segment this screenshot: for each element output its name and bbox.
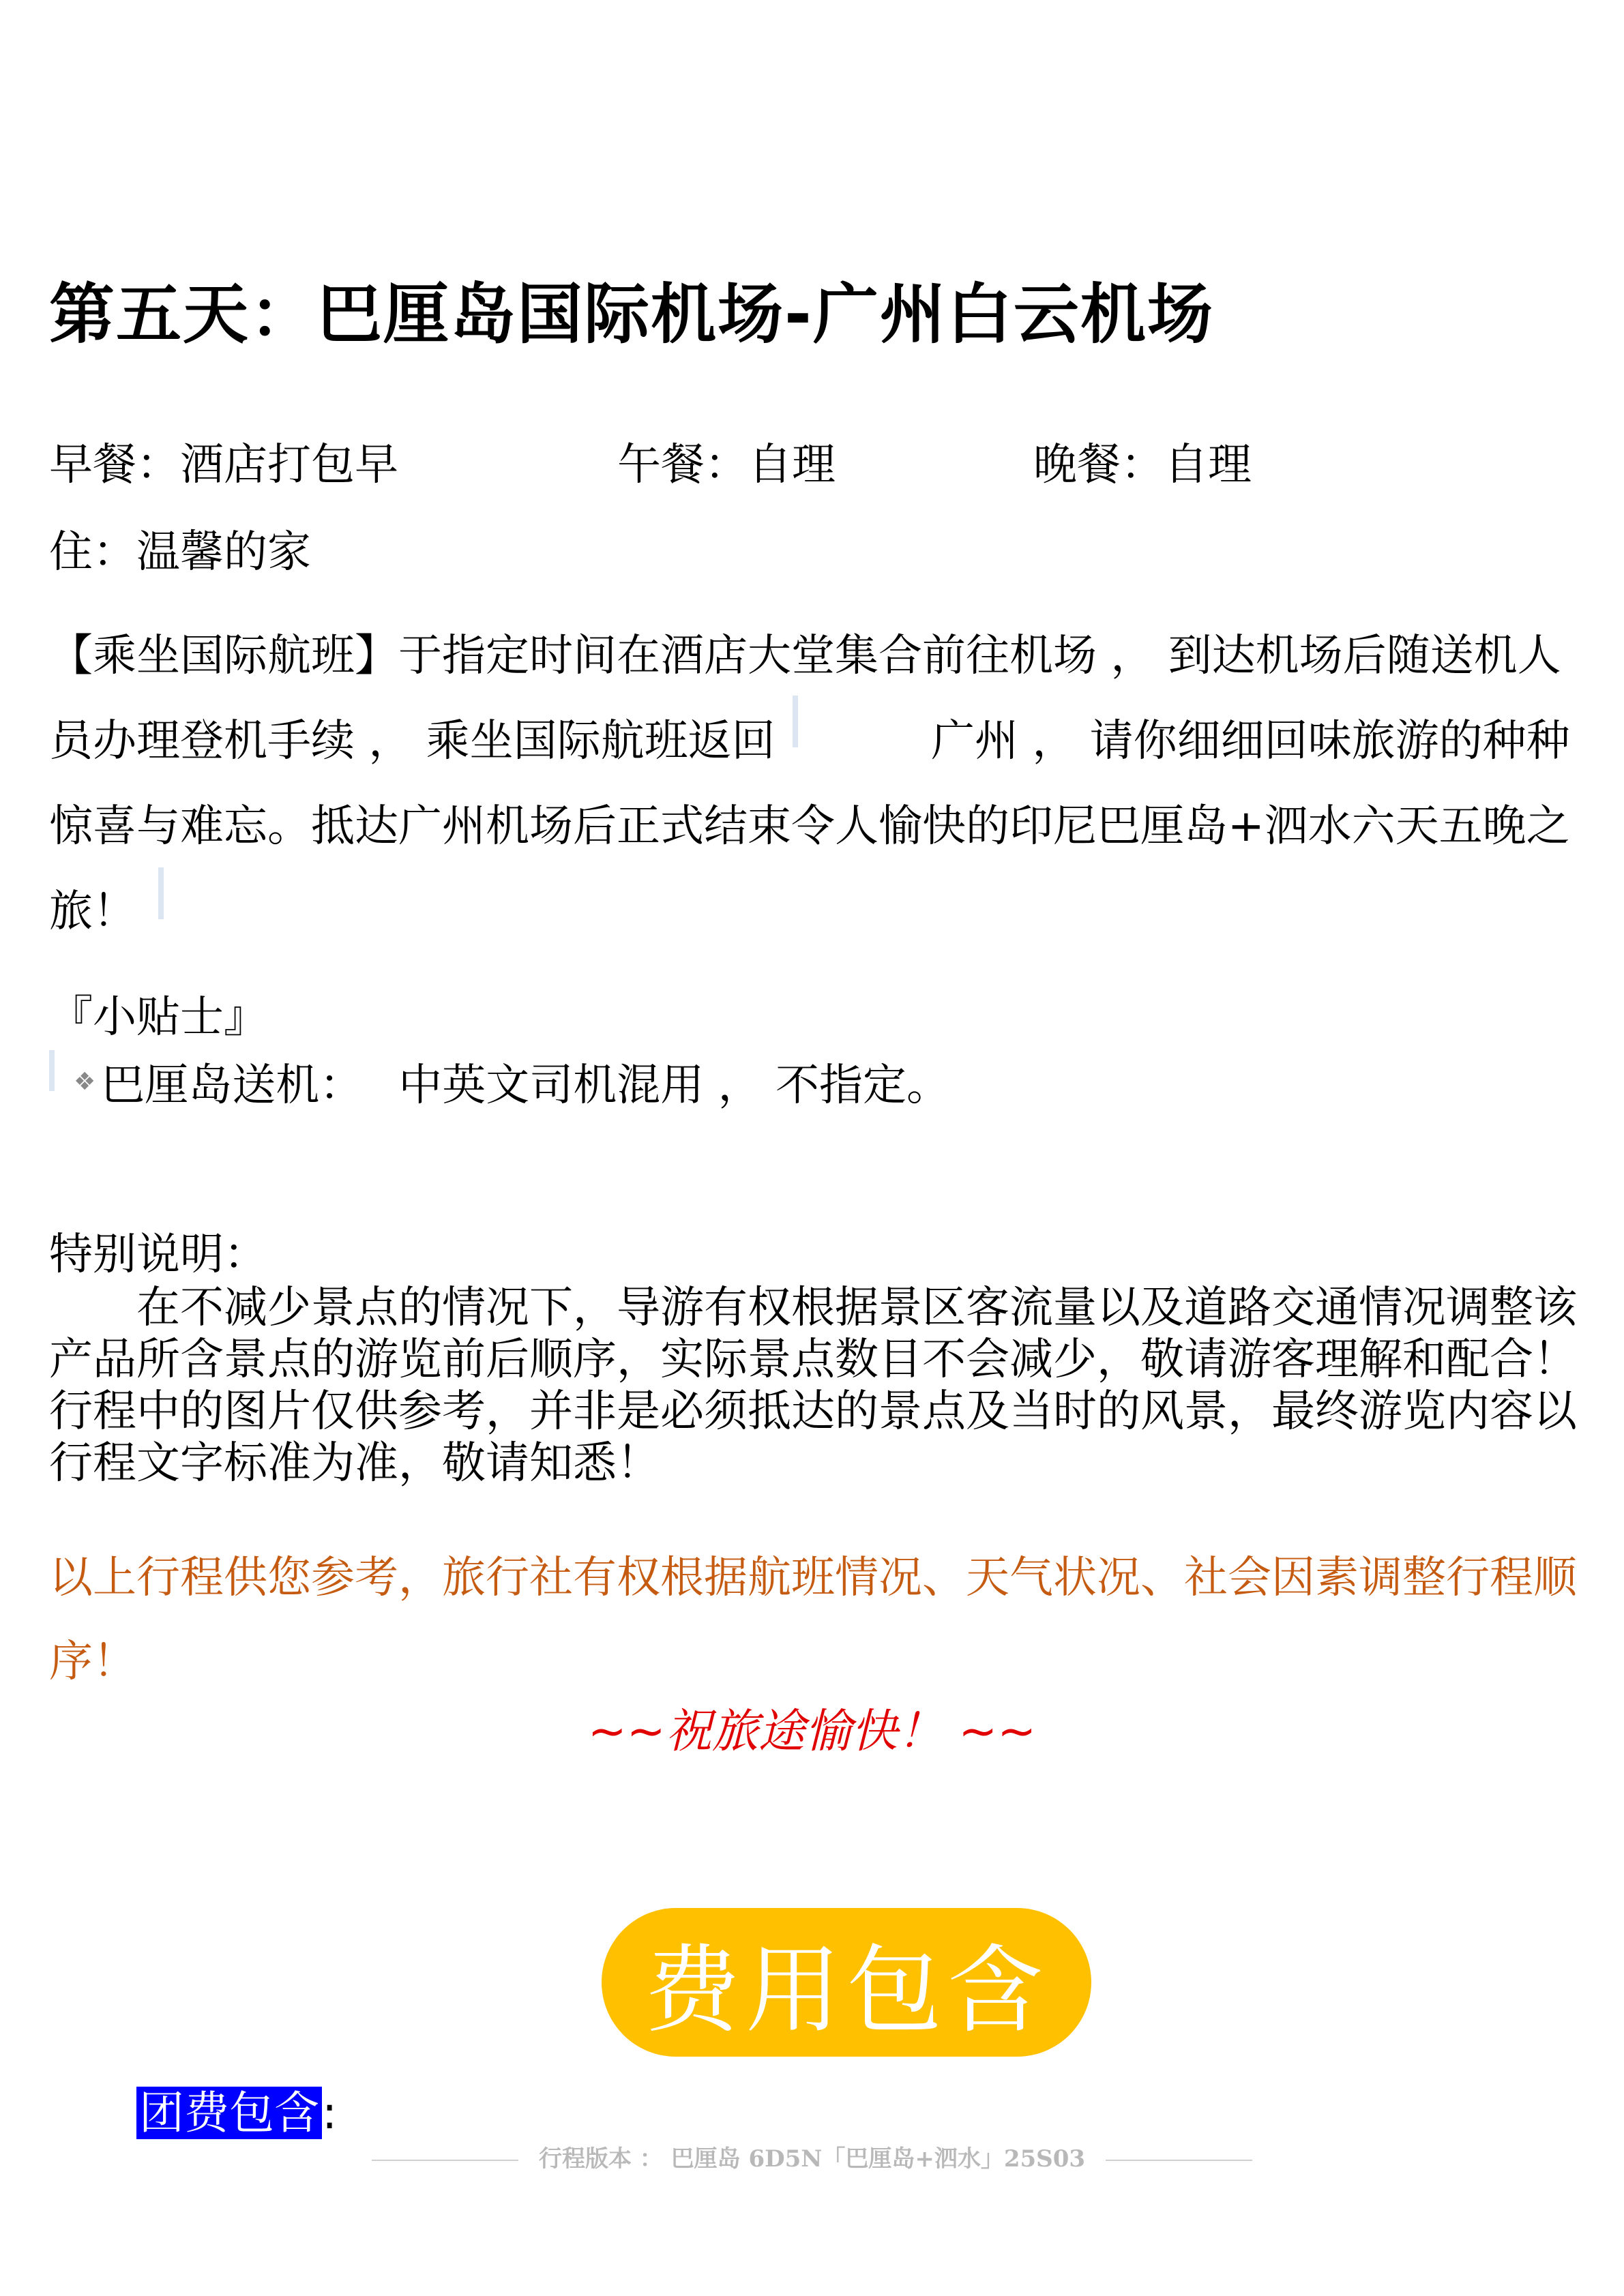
stay-info: 住：温馨的家 [49, 527, 311, 578]
text-cursor-mark [793, 696, 798, 747]
fees-label-colon: : [322, 2087, 338, 2139]
special-line: 行程文字标准为准，敬请知悉！ [49, 1438, 660, 1489]
diamond-bullet-icon: ❖ [74, 1067, 96, 1096]
special-line: 在不减少景点的情况下，导游有权根据景区客流量以及道路交通情况调整该 [136, 1283, 1577, 1333]
itinerary-line: 【乘坐国际航班】于指定时间在酒店大堂集合前往机场 ， 到达机场后随送机人 [49, 631, 1561, 681]
tips-heading: 『小贴士』 [49, 992, 267, 1043]
breakfast-info: 早餐：酒店打包早 [49, 440, 398, 490]
special-heading: 特别说明： [49, 1229, 267, 1280]
itinerary-line: 惊喜与难忘。抵达广州机场后正式结束令人愉快的印尼巴厘岛+泗水六天五晚之 [49, 801, 1570, 852]
notice-line: 以上行程供您参考，旅行社有权根据航班情况、天气状况、社会因素调整行程顺 [49, 1553, 1577, 1603]
tip-item [49, 1050, 950, 1113]
notice-line: 序！ [49, 1637, 136, 1687]
special-line: 产品所含景点的游览前后顺序，实际景点数目不会减少，敬请游客理解和配合！ [49, 1335, 1577, 1385]
dinner-info: 晚餐：自理 [1033, 440, 1252, 490]
tip-text: 中英文司机混用 ， 不指定。 [398, 1060, 950, 1111]
wish-text: ~~祝旅途愉快！ ~~ [587, 1705, 1037, 1759]
footer-version: 行程版本 ： 巴厘岛 6D5N「巴厘岛+泗水」25S03 [538, 2145, 1086, 2173]
footer-rule-right [1106, 2160, 1252, 2161]
fees-included-button[interactable]: 费用包含 [602, 1908, 1091, 2057]
fees-label [136, 2076, 337, 2141]
text-cursor-mark [158, 867, 164, 919]
tip-label: 巴厘岛送机： [101, 1060, 364, 1111]
footer-rule-left [372, 2160, 518, 2161]
fees-label-highlight: 团费包含 [136, 2087, 322, 2139]
itinerary-line: 旅！ [49, 886, 136, 937]
lunch-info: 午餐：自理 [617, 440, 836, 490]
itinerary-line: 员办理登机手续 ， 乘坐国际航班返回 [49, 716, 776, 766]
footer [0, 2140, 1624, 2173]
day-title: 第五天：巴厘岛国际机场-广州白云机场 [49, 276, 1214, 353]
itinerary-line: 广州 ， 请你细细回味旅游的种种 [931, 716, 1570, 766]
special-line: 行程中的图片仅供参考，并非是必须抵达的景点及当时的风景，最终游览内容以 [49, 1386, 1577, 1437]
